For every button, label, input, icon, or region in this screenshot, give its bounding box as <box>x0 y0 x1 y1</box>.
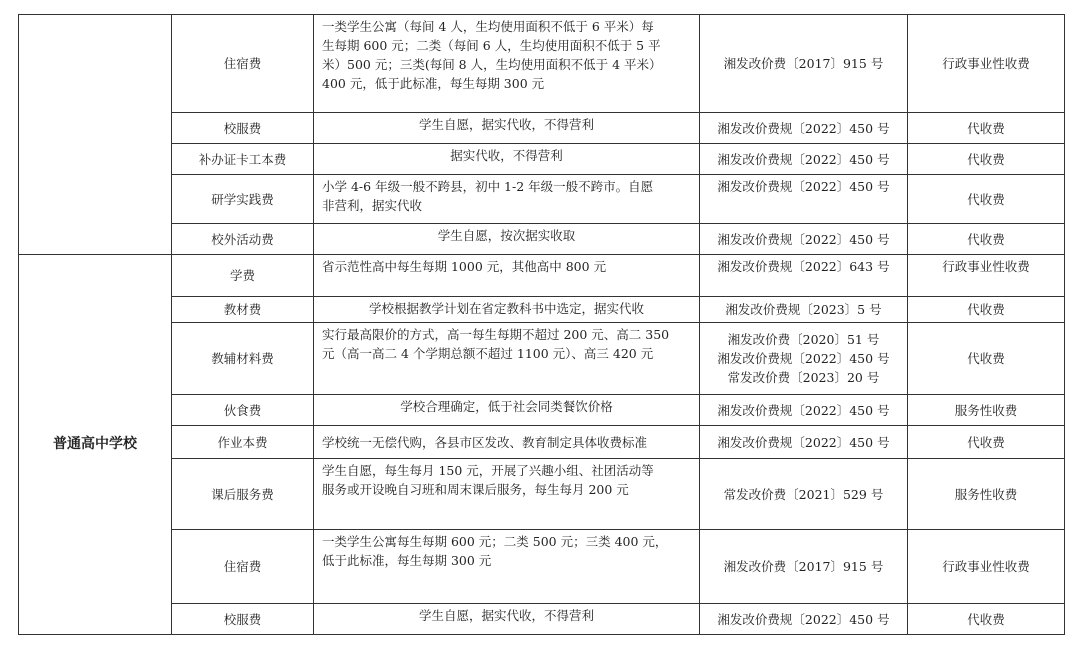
item-name: 伙食费 <box>172 395 314 426</box>
fee-type: 代收费 <box>908 604 1065 635</box>
policy-reference: 湘发改价费〔2017〕915 号 <box>700 15 908 113</box>
table-row <box>19 15 1065 113</box>
fee-description: 省示范性高中每生每期 1000 元，其他高中 800 元 <box>314 255 700 297</box>
item-name: 校服费 <box>172 113 314 144</box>
table-row <box>19 426 1065 459</box>
fee-description: 学生自愿，据实代收，不得营利 <box>314 113 700 144</box>
fee-type: 代收费 <box>908 224 1065 255</box>
item-name: 教辅材料费 <box>172 323 314 395</box>
policy-reference: 湘发改价费规〔2022〕450 号 <box>717 351 890 366</box>
fee-type: 行政事业性收费 <box>908 255 1065 297</box>
description-line: 实行最高限价的方式，高一每生每期不超过 200 元、高二 350 <box>322 327 670 342</box>
fee-description: 学校统一无偿代购，各县市区发改、教育制定具体收费标准 <box>314 426 700 459</box>
description-line: 低于此标准，每生每期 300 元 <box>322 553 492 568</box>
fee-description <box>314 15 700 113</box>
policy-reference: 湘发改价费规〔2022〕643 号 <box>700 255 908 297</box>
fee-type: 服务性收费 <box>908 459 1065 530</box>
policy-reference: 湘发改价费规〔2022〕450 号 <box>700 395 908 426</box>
description-line: 米）500 元；三类(每间 8 人，生均使用面积不低于 4 平米） <box>322 57 662 72</box>
item-name: 校外活动费 <box>172 224 314 255</box>
table-row <box>19 144 1065 175</box>
description-line: 一类学生公寓（每间 4 人，生均使用面积不低于 6 平米）每 <box>322 19 654 34</box>
item-name: 教材费 <box>172 297 314 323</box>
category-cell: 普通高中学校 <box>19 255 172 635</box>
policy-reference: 常发改价费〔2023〕20 号 <box>727 370 880 385</box>
table-row <box>19 224 1065 255</box>
description-line: 服务或开设晚自习班和周末课后服务，每生每月 200 元 <box>322 482 629 497</box>
table-row <box>19 395 1065 426</box>
description-line: 生每期 600 元；二类（每间 6 人，生均使用面积不低于 5 平 <box>322 38 661 53</box>
policy-reference: 湘发改价费〔2017〕915 号 <box>700 530 908 604</box>
fee-description: 学校合理确定，低于社会同类餐饮价格 <box>314 395 700 426</box>
item-name: 校服费 <box>172 604 314 635</box>
fee-type: 服务性收费 <box>908 395 1065 426</box>
policy-reference: 湘发改价费规〔2023〕5 号 <box>700 297 908 323</box>
category-cell-empty <box>19 15 172 255</box>
table-row <box>19 530 1065 604</box>
fee-description <box>314 323 700 395</box>
description-line: 一类学生公寓每生每期 600 元；二类 500 元；三类 400 元， <box>322 534 668 549</box>
fee-description: 学生自愿，据实代收，不得营利 <box>314 604 700 635</box>
fee-type: 行政事业性收费 <box>908 15 1065 113</box>
item-name: 住宿费 <box>172 530 314 604</box>
table-row <box>19 604 1065 635</box>
item-name: 住宿费 <box>172 15 314 113</box>
fee-type: 代收费 <box>908 175 1065 224</box>
fee-type: 代收费 <box>908 113 1065 144</box>
fee-type: 代收费 <box>908 323 1065 395</box>
policy-reference: 湘发改价费规〔2022〕450 号 <box>700 144 908 175</box>
item-name: 学费 <box>172 255 314 297</box>
fee-type: 代收费 <box>908 297 1065 323</box>
fee-description <box>314 530 700 604</box>
fee-description <box>314 459 700 530</box>
table-row <box>19 175 1065 224</box>
description-line: 小学 4-6 年级一般不跨县，初中 1-2 年级一般不跨市。自愿 <box>322 179 654 194</box>
item-name: 研学实践费 <box>172 175 314 224</box>
fee-table <box>18 14 1065 635</box>
policy-reference: 湘发改价费规〔2022〕450 号 <box>700 113 908 144</box>
policy-reference: 湘发改价费〔2020〕51 号 <box>727 332 880 347</box>
table-row <box>19 323 1065 395</box>
fee-description: 学校根据教学计划在省定教科书中选定，据实代收 <box>314 297 700 323</box>
description-line: 元（高一高二 4 个学期总额不超过 1100 元）、高三 420 元 <box>322 346 654 361</box>
policy-reference: 湘发改价费规〔2022〕450 号 <box>700 604 908 635</box>
table-row <box>19 459 1065 530</box>
table-row <box>19 113 1065 144</box>
fee-description: 据实代收，不得营利 <box>314 144 700 175</box>
policy-reference: 湘发改价费规〔2022〕450 号 <box>700 175 908 224</box>
policy-reference-list <box>700 323 908 395</box>
fee-description <box>314 175 700 224</box>
policy-reference: 常发改价费〔2021〕529 号 <box>700 459 908 530</box>
table-row <box>19 255 1065 297</box>
fee-type: 代收费 <box>908 426 1065 459</box>
item-name: 课后服务费 <box>172 459 314 530</box>
item-name: 作业本费 <box>172 426 314 459</box>
fee-type: 代收费 <box>908 144 1065 175</box>
item-name: 补办证卡工本费 <box>172 144 314 175</box>
policy-reference: 湘发改价费规〔2022〕450 号 <box>700 426 908 459</box>
fee-description: 学生自愿，按次据实收取 <box>314 224 700 255</box>
description-line: 非营利，据实代收 <box>322 198 423 213</box>
fee-type: 行政事业性收费 <box>908 530 1065 604</box>
table-row <box>19 297 1065 323</box>
policy-reference: 湘发改价费规〔2022〕450 号 <box>700 224 908 255</box>
description-line: 400 元，低于此标准，每生每期 300 元 <box>322 76 545 91</box>
description-line: 学生自愿，每生每月 150 元，开展了兴趣小组、社团活动等 <box>322 463 654 478</box>
